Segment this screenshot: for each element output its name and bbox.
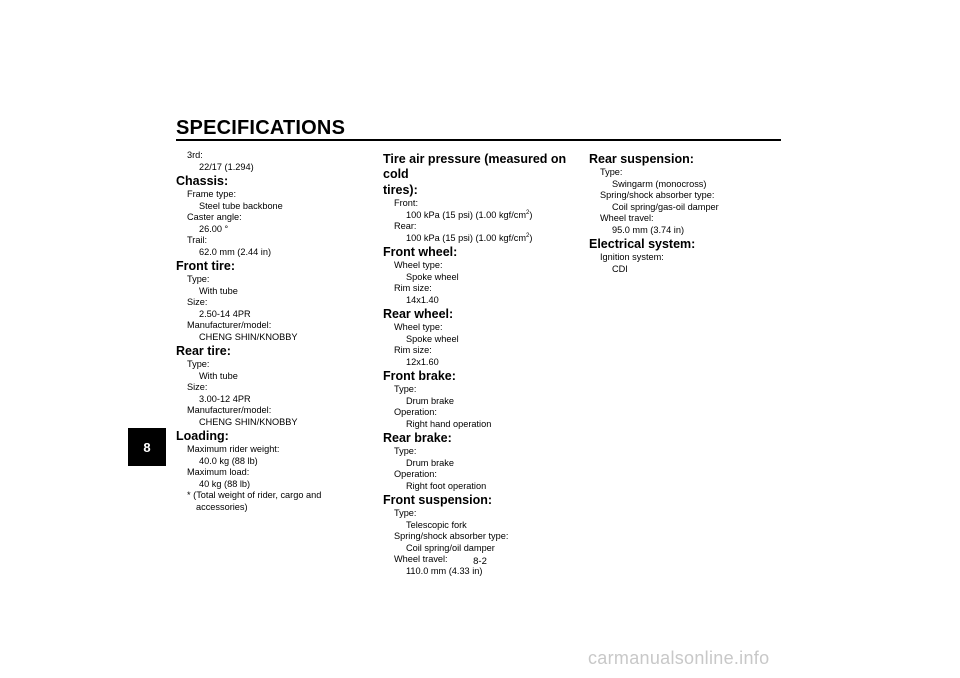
watermark: carmanualsonline.info: [588, 648, 770, 668]
superscript: 2: [526, 232, 530, 239]
spec-value: Right hand operation: [406, 418, 492, 429]
spec-label: Wheel type:: [394, 260, 443, 270]
spec-column-1: [176, 150, 371, 513]
spec-label: Spring/shock absorber type:: [600, 190, 715, 200]
spec-label: Ignition system:: [600, 252, 664, 262]
section-heading-rear-tire: Rear tire:: [176, 344, 231, 358]
spec-label: Maximum rider weight:: [187, 444, 280, 454]
spec-value: Coil spring/gas-oil damper: [612, 201, 719, 212]
spec-value: 2.50-14 4PR: [199, 308, 251, 319]
spec-label: Size:: [187, 297, 208, 307]
spec-value: Drum brake: [406, 395, 454, 406]
spec-label: Type:: [600, 167, 623, 177]
section-heading-front-wheel: Front wheel:: [383, 245, 458, 259]
section-heading-rear-brake: Rear brake:: [383, 431, 452, 445]
page-title: SPECIFICATIONS: [176, 117, 346, 139]
title-rule: [176, 139, 781, 141]
spec-label: Wheel type:: [394, 322, 443, 332]
section-heading-front-suspension: Front suspension:: [383, 493, 493, 507]
spec-value: CDI: [612, 263, 628, 274]
footnote: * (Total weight of rider, cargo and: [187, 490, 322, 500]
spec-value: Steel tube backbone: [199, 200, 283, 211]
spec-label: Manufacturer/model:: [187, 320, 272, 330]
pressure-text: 100 kPa (15 psi) (1.00 kgf/cm: [406, 209, 527, 220]
spec-value: CHENG SHIN/KNOBBY: [199, 416, 298, 427]
pressure-close: ): [529, 209, 533, 220]
section-heading-rear-wheel: Rear wheel:: [383, 307, 454, 321]
spec-label: Rear:: [394, 221, 417, 231]
spec-label: Operation:: [394, 469, 437, 479]
superscript: 2: [526, 209, 530, 216]
spec-value: Swingarm (monocross): [612, 178, 707, 189]
spec-label: Type:: [394, 446, 417, 456]
spec-value: Telescopic fork: [406, 519, 467, 530]
spec-value: Right foot operation: [406, 480, 487, 491]
spec-label: Type:: [394, 384, 417, 394]
pressure-close: ): [529, 232, 533, 243]
spec-value-front-pressure: [383, 210, 583, 222]
spec-value: 22/17 (1.294): [199, 161, 254, 172]
spec-label: Caster angle:: [187, 212, 242, 222]
spec-label: Wheel travel:: [394, 554, 448, 564]
spec-label: Type:: [394, 508, 417, 518]
spec-label: Rim size:: [394, 283, 432, 293]
page-number: 8-2: [473, 556, 487, 567]
spec-value: 14x1.40: [406, 294, 439, 305]
spec-label: Type:: [187, 359, 210, 369]
chapter-tab: 8: [128, 428, 166, 466]
spec-label: Size:: [187, 382, 208, 392]
spec-label: Type:: [187, 274, 210, 284]
spec-value-rear-pressure: [383, 233, 583, 245]
spec-value: Drum brake: [406, 457, 454, 468]
spec-value: 40 kg (88 lb): [199, 478, 251, 489]
spec-value: 26.00 °: [199, 223, 229, 234]
section-heading-front-tire: Front tire:: [176, 259, 236, 273]
section-heading-tire-pressure-cont: tires):: [383, 183, 418, 197]
spec-value: 110.0 mm (4.33 in): [406, 565, 483, 576]
spec-value: 95.0 mm (3.74 in): [612, 224, 684, 235]
spec-value: 12x1.60: [406, 356, 439, 367]
spec-value: 62.0 mm (2.44 in): [199, 246, 271, 257]
spec-value: Spoke wheel: [406, 333, 459, 344]
spec-label: Operation:: [394, 407, 437, 417]
spec-value: Spoke wheel: [406, 271, 459, 282]
spec-value: 40.0 kg (88 lb): [199, 455, 258, 466]
spec-label: Frame type:: [187, 189, 237, 199]
section-heading-electrical: Electrical system:: [589, 237, 696, 251]
pressure-text: 100 kPa (15 psi) (1.00 kgf/cm: [406, 232, 527, 243]
spec-value: 3.00-12 4PR: [199, 393, 251, 404]
section-heading-chassis: Chassis:: [176, 174, 229, 188]
section-heading-loading: Loading:: [176, 429, 229, 443]
section-heading-rear-suspension: Rear suspension:: [589, 152, 694, 166]
spec-value: CHENG SHIN/KNOBBY: [199, 331, 298, 342]
spec-label: Rim size:: [394, 345, 432, 355]
spec-value: With tube: [199, 285, 238, 296]
spec-value: Coil spring/oil damper: [406, 542, 495, 553]
spec-label: Manufacturer/model:: [187, 405, 272, 415]
section-heading-tire-pressure: Tire air pressure (measured on cold: [383, 152, 567, 181]
spec-column-3: [589, 151, 784, 275]
spec-label: Front:: [394, 198, 418, 208]
spec-label: Maximum load:: [187, 467, 250, 477]
spec-label: Spring/shock absorber type:: [394, 531, 509, 541]
section-heading-front-brake: Front brake:: [383, 369, 456, 383]
spec-label: Wheel travel:: [600, 213, 654, 223]
footnote-continued: accessories): [196, 501, 248, 512]
spec-value: With tube: [199, 370, 238, 381]
spec-column-2: [383, 151, 583, 577]
spec-label: 3rd:: [187, 150, 203, 160]
spec-label: Trail:: [187, 235, 208, 245]
